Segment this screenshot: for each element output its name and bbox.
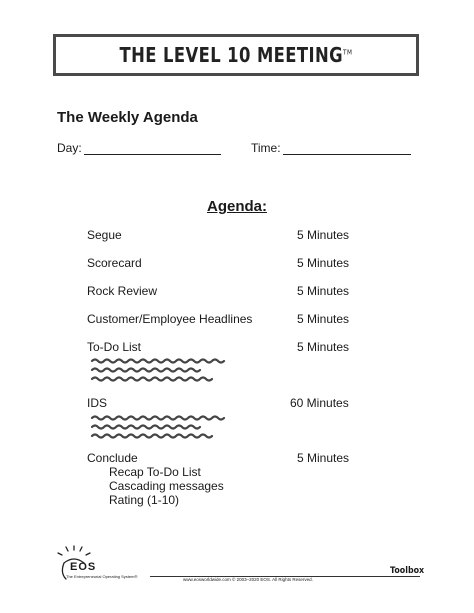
- agenda-item-ids: IDS: [87, 396, 108, 410]
- time-field: [251, 141, 411, 155]
- agenda-item-rock-review: Rock Review: [87, 284, 158, 298]
- day-blank-line: [84, 143, 221, 155]
- duration-rock-review: 5 Minutes: [297, 284, 350, 298]
- duration-segue: 5 Minutes: [297, 228, 350, 242]
- duration-scorecard: 5 Minutes: [297, 256, 350, 270]
- time-label: Time:: [251, 141, 281, 155]
- agenda-item-todo-list: To-Do List: [87, 340, 142, 354]
- duration-ids: 60 Minutes: [290, 396, 349, 410]
- conclude-subitem-rating: Rating (1-10): [109, 493, 180, 507]
- agenda-subtitle: The Weekly Agenda: [57, 109, 198, 126]
- duration-conclude: 5 Minutes: [297, 451, 350, 465]
- agenda-heading: Agenda:: [207, 198, 267, 215]
- eos-tagline: The Entrepreneurial Operating System®: [66, 574, 138, 579]
- conclude-subitem-recap: Recap To-Do List: [109, 465, 201, 479]
- scribbled-text-block: [90, 413, 226, 441]
- eos-logo-text: EOS: [70, 561, 97, 573]
- scribbled-text-block: [90, 356, 226, 384]
- agenda-item-headlines: Customer/Employee Headlines: [87, 312, 253, 326]
- duration-headlines: 5 Minutes: [297, 312, 350, 326]
- day-field: [57, 141, 221, 155]
- page-title: THE LEVEL 10 MEETING™: [119, 43, 353, 67]
- agenda-item-segue: Segue: [87, 228, 122, 242]
- conclude-subitem-cascading: Cascading messages: [109, 479, 224, 493]
- agenda-item-conclude: Conclude: [87, 451, 138, 465]
- title-box: [53, 34, 419, 76]
- trademark-mark: TM: [343, 48, 353, 57]
- time-blank-line: [283, 143, 411, 155]
- footer-copyright: www.eosworldwide.com © 2003–2020 EOS. All Rights Reserved.: [183, 577, 313, 582]
- toolbox-label: Toolbox: [390, 566, 425, 576]
- day-label: Day:: [57, 141, 82, 155]
- duration-todo-list: 5 Minutes: [297, 340, 350, 354]
- agenda-item-scorecard: Scorecard: [87, 256, 142, 270]
